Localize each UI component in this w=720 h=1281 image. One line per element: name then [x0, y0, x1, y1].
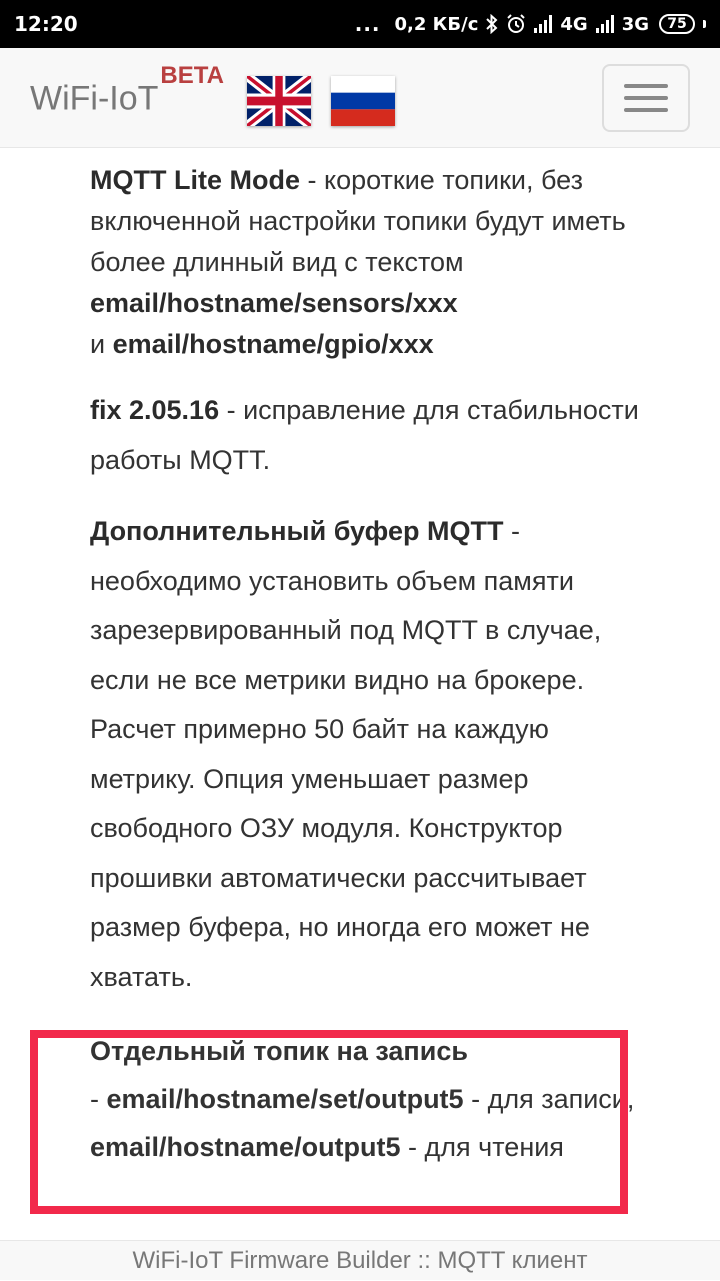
footer [0, 1240, 720, 1280]
status-time: 12:20 [14, 12, 78, 36]
hamburger-icon [624, 84, 668, 88]
network-type-4g: 4G [560, 13, 588, 35]
battery-tip [703, 20, 706, 28]
paragraph-text: - [90, 1084, 107, 1114]
beta-badge: BETA [160, 62, 224, 89]
paragraph-separate-topic-wrap [90, 1027, 650, 1171]
uk-flag-icon[interactable] [247, 76, 311, 126]
paragraph-separate-topic [90, 1027, 650, 1171]
paragraph-text: - необходимо установить объем памяти зарезервированный под MQTT в случае, если не все метрики видно на брокере. Расчет примерно 50 байт на каждую метрику. Опция уменьшает размер свободного ОЗУ модуля. Конструктор прошивки автоматически рассчитывает размер буфера, но иногда его может не хватать. [90, 516, 602, 992]
paragraph-text: и [90, 329, 113, 359]
battery-icon: 75 [659, 14, 695, 34]
brand-name: WiFi-IoT [30, 79, 159, 118]
paragraph-text: - исправление для стабильности работы MQTT. [90, 395, 639, 475]
paragraph-mqtt-lite-mode [90, 160, 650, 365]
code-set-topic: email/hostname/set/output5 [106, 1084, 464, 1114]
term-mqtt-lite-mode: MQTT Lite Mode [90, 165, 300, 195]
paragraph-text: - для чтения [400, 1132, 564, 1162]
status-icons [355, 12, 706, 36]
paragraph-text: - для записи, [463, 1084, 635, 1114]
code-sensors-topic: email/hostname/sensors/xxx [90, 288, 458, 318]
main-content [90, 160, 650, 1002]
navbar [0, 48, 720, 148]
brand-link[interactable] [30, 62, 224, 118]
hamburger-icon [624, 108, 668, 112]
term-mqtt-buffer: Дополнительный буфер MQTT [90, 516, 504, 546]
more-notifications-icon: ... [354, 12, 381, 36]
paragraph-fix [90, 385, 650, 485]
footer-text: WiFi-IoT Firmware Builder :: MQTT клиент [132, 1247, 588, 1274]
signal-strength-icon [596, 15, 614, 33]
code-read-topic: email/hostname/output5 [90, 1132, 401, 1162]
paragraph-mqtt-buffer [90, 507, 650, 1002]
signal-strength-icon [534, 15, 552, 33]
network-type-3g: 3G [621, 13, 649, 35]
network-speed: 0,2 КБ/с [394, 13, 479, 35]
bluetooth-icon [486, 14, 498, 34]
ru-flag-icon[interactable] [331, 76, 395, 126]
status-bar [0, 0, 720, 48]
term-separate-topic: Отдельный топик на запись [90, 1036, 468, 1066]
paragraph-text: - короткие топики, без включенной настройки топики будут иметь более длинный вид с текстом [90, 165, 626, 277]
hamburger-icon [624, 96, 668, 100]
term-fix: fix 2.05.16 [90, 395, 220, 425]
menu-toggle-button[interactable] [602, 64, 690, 132]
alarm-clock-icon [506, 14, 526, 34]
code-gpio-topic: email/hostname/gpio/xxx [112, 329, 434, 359]
